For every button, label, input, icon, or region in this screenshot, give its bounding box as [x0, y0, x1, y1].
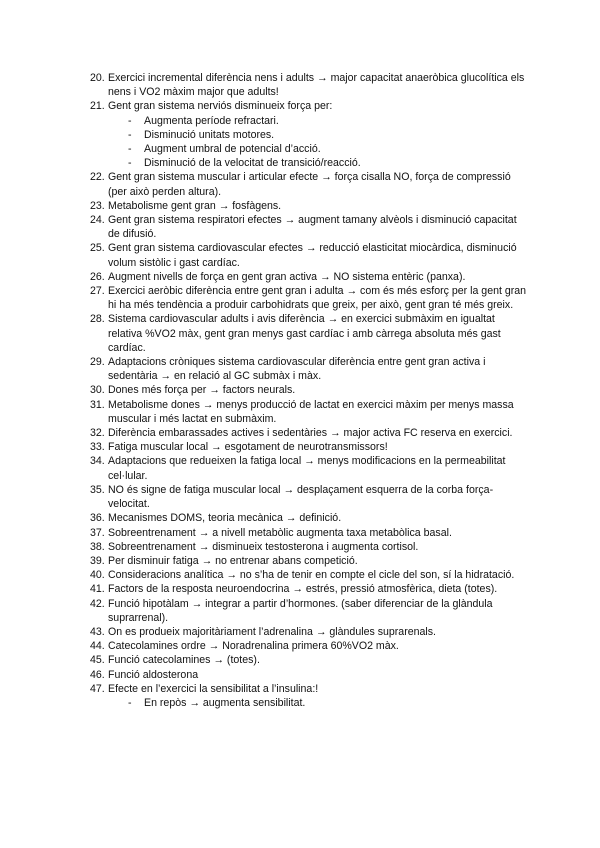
item-number: 41. [90, 583, 105, 596]
list-item [0, 213, 600, 241]
sub-item-text: Disminució de la velocitat de transició/reacció. [144, 157, 361, 170]
item-text: Metabolisme gent gran → fosfàgens. [108, 199, 282, 212]
item-text: Gent gran sistema nerviós disminueix força per: [108, 100, 333, 113]
list-item [0, 383, 600, 397]
sub-list-item [0, 114, 600, 128]
list-item [0, 170, 600, 198]
list-item [0, 639, 600, 653]
list-item [0, 582, 600, 596]
item-text: Sobreentrenament → disminueix testosterona i augmenta cortisol. [108, 540, 419, 553]
item-text: Adaptacions que redueixen la fatiga local → menys modificacions en la permeabilitat cel·lular. [108, 455, 506, 482]
item-number: 42. [90, 597, 105, 610]
item-text: Sistema cardiovascular adults i avis diferència → en exercici submàxim en igualtat relativa %VO2 màx, gent gran menys gast cardíac i amb càrrega absoluta més gast cardíac. [108, 313, 501, 354]
item-number: 39. [90, 554, 105, 567]
item-number: 35. [90, 483, 105, 496]
sub-list-item [0, 142, 600, 156]
item-text: Adaptacions cròniques sistema cardiovascular diferència entre gent gran activa i sedentària → en relació al GC submàx i màx. [108, 356, 486, 383]
item-number: 26. [90, 270, 105, 283]
item-number: 33. [90, 441, 105, 454]
item-text: Gent gran sistema respiratori efectes → augment tamany alvèols i disminució capacitat de difusió. [108, 214, 517, 241]
item-text: Funció aldosterona [108, 668, 199, 681]
item-number: 23. [90, 199, 105, 212]
item-number: 28. [90, 313, 105, 326]
item-text: Funció catecolamines → (totes). [108, 654, 260, 667]
dash-bullet: - [128, 157, 132, 170]
list-item [0, 511, 600, 525]
list-item [0, 426, 600, 440]
item-number: 22. [90, 171, 105, 184]
sub-item-text: Augment umbral de potencial d’acció. [144, 143, 321, 156]
list-item [0, 312, 600, 355]
list-item [0, 241, 600, 269]
list-item [0, 398, 600, 426]
list-item [0, 199, 600, 213]
item-text: Sobreentrenament → a nivell metabòlic augmenta taxa metabòlica basal. [108, 526, 452, 539]
item-text: Mecanismes DOMS, teoria mecànica → definició. [108, 512, 342, 525]
item-text: Augment nivells de força en gent gran activa → NO sistema entèric (panxa). [108, 270, 466, 283]
item-number: 36. [90, 512, 105, 525]
list-item [0, 682, 600, 696]
item-text: Consideracions analítica → no s’ha de tenir en compte el cicle del son, sí la hidratació. [108, 569, 515, 582]
list-item [0, 668, 600, 682]
dash-bullet: - [128, 128, 132, 141]
list-item [0, 284, 600, 312]
item-text: Dones més força per → factors neurals. [108, 384, 296, 397]
item-number: 29. [90, 356, 105, 369]
item-text: Factors de la resposta neuroendocrina → estrés, pressió atmosfèrica, dieta (totes). [108, 583, 498, 596]
list-item [0, 597, 600, 625]
sub-list-item [0, 696, 600, 710]
item-number: 45. [90, 654, 105, 667]
sub-list-item [0, 128, 600, 142]
item-number: 32. [90, 427, 105, 440]
item-number: 21. [90, 100, 105, 113]
sub-item-text: En repòs → augmenta sensibilitat. [144, 696, 306, 709]
document-page [0, 71, 600, 710]
dash-bullet: - [128, 143, 132, 156]
sub-list-item [0, 156, 600, 170]
item-text: Gent gran sistema muscular i articular efecte → força cisalla NO, força de compressió (per això perden altura). [108, 171, 511, 198]
item-text: Efecte en l’exercici la sensibilitat a l’insulina:! [108, 682, 319, 695]
item-text: Funció hipotàlam → integrar a partir d’hormones. (saber diferenciar de la glàndula suprarrenal). [108, 597, 493, 624]
item-number: 47. [90, 682, 105, 695]
list-item [0, 526, 600, 540]
item-number: 20. [90, 72, 105, 84]
item-number: 34. [90, 455, 105, 468]
item-number: 46. [90, 668, 105, 681]
item-number: 40. [90, 569, 105, 582]
item-number: 43. [90, 625, 105, 638]
sub-item-text: Augmenta període refractari. [144, 114, 279, 127]
list-item [0, 454, 600, 482]
item-number: 25. [90, 242, 105, 255]
list-item [0, 440, 600, 454]
item-number: 27. [90, 285, 105, 298]
list-item [0, 568, 600, 582]
item-number: 31. [90, 398, 105, 411]
list-item [0, 270, 600, 284]
dash-bullet: - [128, 696, 132, 709]
item-text: On es produeix majoritàriament l’adrenalina → glàndules suprarenals. [108, 625, 436, 638]
item-text: NO és signe de fatiga muscular local → desplaçament esquerra de la corba força-velocitat. [108, 483, 494, 511]
item-text: Diferència embarassades actives i sedentàries → major activa FC reserva en exercici. [108, 427, 513, 440]
list-item [0, 71, 600, 99]
list-item [0, 355, 600, 383]
item-text: Metabolisme dones → menys producció de lactat en exercici màxim per menys massa muscular i més lactat en submàxim. [108, 398, 514, 425]
dash-bullet: - [128, 114, 132, 127]
list-item [0, 483, 600, 511]
list-item [0, 540, 600, 554]
item-number: 30. [90, 384, 105, 397]
item-text: Gent gran sistema cardiovascular efectes → reducció elasticitat miocàrdica, disminució volum sistòlic i gast cardíac. [108, 242, 517, 269]
sub-item-text: Disminució unitats motores. [144, 128, 275, 141]
list-item [0, 554, 600, 568]
item-number: 24. [90, 214, 105, 227]
item-number: 38. [90, 540, 105, 553]
list-item [0, 625, 600, 639]
item-text: Exercici aeròbic diferència entre gent gran i adulta → com és més esforç per la gent gran hi ha més tendència a produir carbohidrats que greix, per això, gent gran té més greix. [108, 285, 527, 312]
item-text: Fatiga muscular local → esgotament de neurotransmissors! [108, 441, 388, 454]
list-item [0, 99, 600, 113]
list-item [0, 653, 600, 667]
item-text: Per disminuir fatiga → no entrenar abans competició. [108, 554, 358, 567]
item-text: Catecolamines ordre → Noradrenalina primera 60%VO2 màx. [108, 640, 399, 653]
item-number: 37. [90, 526, 105, 539]
item-number: 44. [90, 640, 105, 653]
item-text: Exercici incremental diferència nens i adults → major capacitat anaeròbica glucolítica els nens i VO2 màxim major que adults! [108, 72, 525, 99]
